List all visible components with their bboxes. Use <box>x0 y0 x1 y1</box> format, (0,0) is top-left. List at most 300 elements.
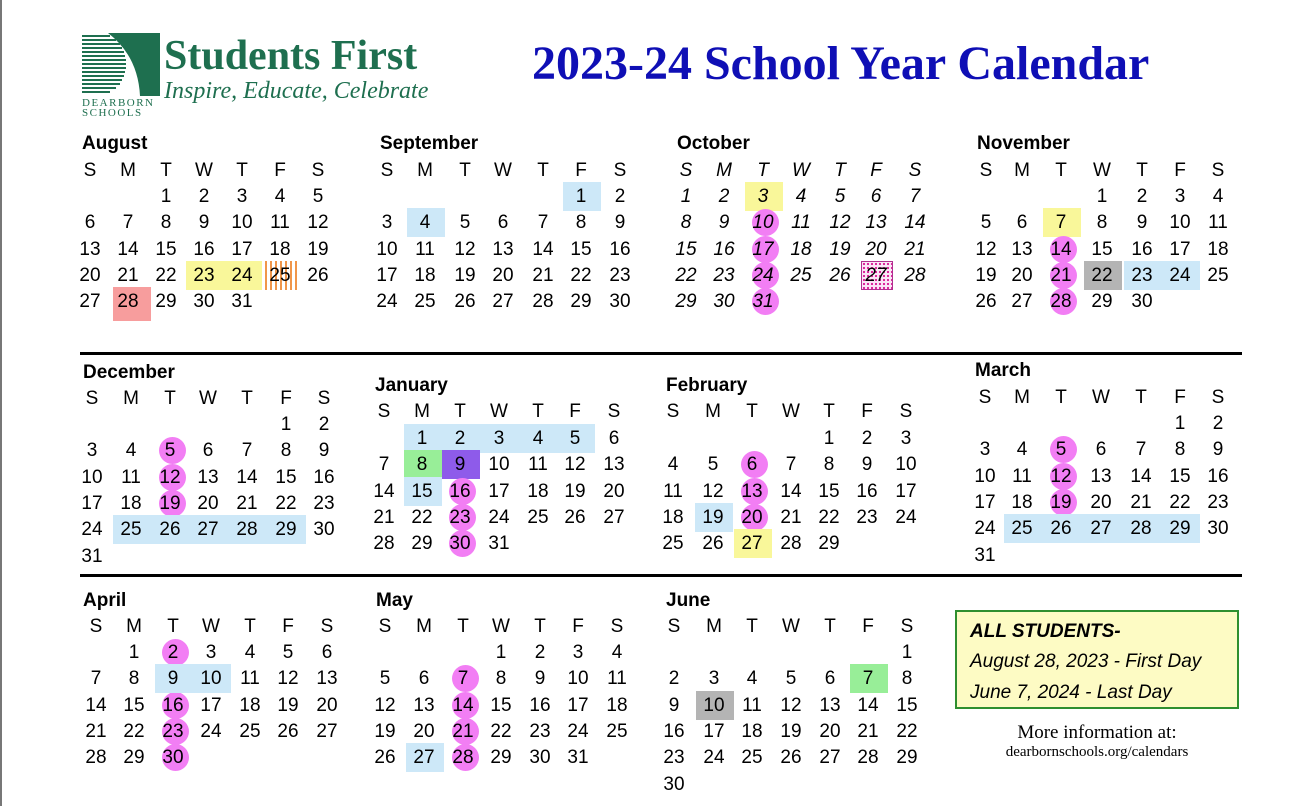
weekday-header: S <box>900 616 914 637</box>
weekday-header: T <box>746 401 758 422</box>
day-cell: 17 <box>200 694 222 716</box>
day-cell: 9 <box>454 454 466 476</box>
day-cell: 9 <box>668 694 680 716</box>
weekday-header: S <box>978 387 992 408</box>
day-cell: 16 <box>1207 465 1229 487</box>
day-cell: 17 <box>231 238 253 260</box>
day-cell: 30 <box>193 291 215 313</box>
day-cell: 30 <box>609 291 631 313</box>
day-cell: 3 <box>493 428 505 449</box>
day-cell: 29 <box>275 519 297 541</box>
day-cell: 24 <box>200 720 222 742</box>
day-cell: 13 <box>197 466 219 488</box>
day-cell: 4 <box>419 212 431 234</box>
day-cell: 24 <box>1169 264 1191 286</box>
day-cell: 18 <box>239 694 261 716</box>
day-cell: 12 <box>159 466 181 488</box>
month-name-september: September <box>380 133 479 154</box>
weekday-header: T <box>834 160 846 181</box>
day-cell: 14 <box>857 694 879 716</box>
day-cell: 13 <box>1011 238 1033 260</box>
weekday-header: M <box>706 616 722 637</box>
day-cell: 2 <box>718 186 730 207</box>
day-cell: 11 <box>240 668 260 690</box>
day-cell: 7 <box>241 440 253 462</box>
day-cell: 22 <box>675 264 697 286</box>
weekday-header: T <box>459 160 471 181</box>
day-cell: 9 <box>318 440 330 462</box>
day-cell: 14 <box>117 238 139 260</box>
day-cell: 16 <box>856 480 878 502</box>
day-cell: 11 <box>270 212 290 234</box>
weekday-header: T <box>534 616 546 637</box>
day-cell: 4 <box>611 642 623 663</box>
day-cell: 18 <box>1011 491 1033 513</box>
day-cell: 18 <box>606 694 628 716</box>
day-cell: 27 <box>819 747 841 769</box>
weekday-header: T <box>167 616 179 637</box>
day-cell: 11 <box>1012 465 1032 487</box>
day-cell: 20 <box>79 264 101 286</box>
day-cell: 28 <box>904 264 926 286</box>
weekday-header: T <box>824 616 836 637</box>
day-cell: 1 <box>416 428 428 449</box>
day-cell: 5 <box>282 642 294 663</box>
day-cell: 30 <box>1207 518 1229 540</box>
day-cell: 11 <box>528 454 548 476</box>
day-cell: 22 <box>123 720 145 742</box>
day-cell: 6 <box>202 440 214 462</box>
day-cell: 19 <box>307 238 329 260</box>
day-cell: 4 <box>244 642 256 663</box>
day-cell: 14 <box>780 480 802 502</box>
day-cell: 13 <box>79 238 101 260</box>
more-info-label: More information at: <box>1017 722 1177 743</box>
day-cell: 25 <box>239 720 261 742</box>
weekday-header: M <box>123 388 139 409</box>
day-cell: 15 <box>275 466 297 488</box>
day-cell: 6 <box>321 642 333 663</box>
day-cell: 19 <box>277 694 299 716</box>
day-cell: 31 <box>567 747 589 769</box>
day-cell: 23 <box>663 747 685 769</box>
day-cell: 17 <box>376 264 398 286</box>
day-cell: 10 <box>200 668 222 690</box>
month-name-november: November <box>977 133 1070 154</box>
day-cell: 19 <box>454 264 476 286</box>
month-name-august: August <box>82 133 148 154</box>
day-cell: 26 <box>374 747 396 769</box>
day-cell: 22 <box>818 506 840 528</box>
day-cell: 8 <box>823 454 835 476</box>
day-cell: 5 <box>834 186 846 207</box>
weekday-header: F <box>861 401 873 422</box>
weekday-header: T <box>746 616 758 637</box>
day-cell: 13 <box>492 238 514 260</box>
day-cell: 14 <box>1050 238 1072 260</box>
weekday-header: M <box>414 401 430 422</box>
weekday-header: T <box>1055 387 1067 408</box>
district-line-1: DEARBORN <box>82 97 155 109</box>
day-cell: 29 <box>818 533 840 555</box>
weekday-header: F <box>569 401 581 422</box>
day-cell: 29 <box>570 291 592 313</box>
weekday-header: M <box>120 160 136 181</box>
more-info-url[interactable]: dearbornschools.org/calendars <box>1005 744 1189 760</box>
day-cell: 27 <box>1011 291 1033 313</box>
day-cell: 22 <box>155 264 177 286</box>
day-cell: 2 <box>614 186 626 207</box>
day-cell: 2 <box>1136 186 1148 207</box>
day-cell: 17 <box>81 492 103 514</box>
day-cell: 9 <box>718 212 730 234</box>
day-cell: 18 <box>741 720 763 742</box>
logo-text <box>164 32 428 104</box>
day-cell: 4 <box>1212 186 1224 207</box>
day-cell: 6 <box>608 428 620 449</box>
day-cell: 12 <box>702 480 724 502</box>
day-cell: 11 <box>607 668 627 690</box>
day-cell: 8 <box>280 440 292 462</box>
day-cell: 7 <box>457 668 469 690</box>
day-cell: 1 <box>575 186 587 207</box>
day-cell: 26 <box>454 291 476 313</box>
weekday-header: T <box>457 616 469 637</box>
weekday-header: S <box>607 401 621 422</box>
month-name-february: February <box>666 375 748 396</box>
weekday-header: W <box>782 616 800 637</box>
day-cell: 23 <box>162 720 184 742</box>
day-cell: 4 <box>1016 439 1028 461</box>
district-line-2: SCHOOLS <box>82 107 143 119</box>
month-name-april: April <box>83 590 127 611</box>
day-cell: 25 <box>741 747 763 769</box>
day-cell: 11 <box>791 212 811 234</box>
day-cell: 20 <box>492 264 514 286</box>
day-cell: 9 <box>1212 439 1224 461</box>
day-cell: 22 <box>1091 264 1113 286</box>
weekday-header: S <box>667 616 681 637</box>
day-cell: 19 <box>159 492 181 514</box>
day-cell: 18 <box>269 238 291 260</box>
day-cell: 10 <box>752 212 774 234</box>
day-cell: 28 <box>452 747 474 769</box>
day-cell: 26 <box>975 291 997 313</box>
day-cell: 22 <box>275 492 297 514</box>
day-cell: 27 <box>197 519 219 541</box>
day-cell: 8 <box>128 668 140 690</box>
day-cell: 4 <box>532 428 544 449</box>
day-cell: 24 <box>703 747 725 769</box>
weekday-header: S <box>1211 387 1225 408</box>
page-title: 2023-24 School Year Calendar <box>532 37 1150 90</box>
day-cell: 26 <box>564 506 586 528</box>
weekday-header: F <box>1174 160 1186 181</box>
day-cell: 1 <box>680 186 692 207</box>
day-cell: 28 <box>117 291 139 313</box>
day-cell: 1 <box>280 414 292 435</box>
day-cell: 21 <box>85 720 107 742</box>
day-cell: 15 <box>490 694 512 716</box>
day-cell: 28 <box>1130 518 1152 540</box>
day-cell: 3 <box>1174 186 1186 207</box>
day-cell: 15 <box>818 480 840 502</box>
day-cell: 6 <box>497 212 509 234</box>
day-cell: 19 <box>564 480 586 502</box>
day-cell: 18 <box>790 238 812 260</box>
day-cell: 30 <box>663 773 685 795</box>
day-cell: 2 <box>198 186 210 207</box>
weekday-header: T <box>244 616 256 637</box>
weekday-header: T <box>160 160 172 181</box>
day-cell: 17 <box>567 694 589 716</box>
district-logo <box>80 32 429 119</box>
day-cell: 10 <box>974 465 996 487</box>
day-cell: 2 <box>1212 413 1224 434</box>
day-cell: 3 <box>979 439 991 461</box>
day-cell: 16 <box>193 238 215 260</box>
day-cell: 8 <box>680 212 692 234</box>
day-cell: 1 <box>128 642 140 663</box>
day-cell: 26 <box>1050 518 1072 540</box>
day-cell: 2 <box>668 668 680 690</box>
day-cell: 19 <box>975 264 997 286</box>
day-cell: 5 <box>980 212 992 234</box>
day-cell: 20 <box>413 720 435 742</box>
day-cell: 10 <box>1169 212 1191 234</box>
day-cell: 25 <box>120 519 142 541</box>
day-cell: 8 <box>901 668 913 690</box>
weekday-header: M <box>1014 160 1030 181</box>
month-name-january: January <box>375 375 448 396</box>
day-cell: 15 <box>675 238 697 260</box>
day-cell: 21 <box>904 238 926 260</box>
info-heading: ALL STUDENTS- <box>970 621 1121 642</box>
day-cell: 11 <box>415 238 435 260</box>
day-cell: 5 <box>1055 439 1067 461</box>
day-cell: 13 <box>413 694 435 716</box>
day-cell: 29 <box>490 747 512 769</box>
day-cell: 23 <box>529 720 551 742</box>
day-cell: 10 <box>81 466 103 488</box>
day-cell: 28 <box>857 747 879 769</box>
weekday-header: M <box>416 616 432 637</box>
divider-top <box>80 352 1242 355</box>
day-cell: 27 <box>865 264 887 286</box>
day-cell: 23 <box>313 492 335 514</box>
day-cell: 25 <box>662 533 684 555</box>
day-cell: 2 <box>167 642 179 663</box>
weekday-header: M <box>126 616 142 637</box>
day-cell: 9 <box>614 212 626 234</box>
day-cell: 28 <box>373 533 395 555</box>
day-cell: 6 <box>746 454 758 476</box>
day-cell: 30 <box>1131 291 1153 313</box>
day-cell: 5 <box>379 668 391 690</box>
day-cell: 1 <box>495 642 507 663</box>
day-cell: 20 <box>316 694 338 716</box>
divider-bottom <box>80 574 1242 577</box>
day-cell: 12 <box>1050 465 1072 487</box>
day-cell: 24 <box>974 518 996 540</box>
month-name-december: December <box>83 362 175 383</box>
day-cell: 30 <box>313 519 335 541</box>
weekday-header: M <box>1014 387 1030 408</box>
day-cell: 7 <box>537 212 549 234</box>
day-cell: 7 <box>1055 212 1067 234</box>
month-name-october: October <box>677 133 750 154</box>
day-cell: 18 <box>1207 238 1229 260</box>
weekday-header: W <box>1092 387 1110 408</box>
day-cell: 13 <box>741 480 763 502</box>
day-cell: 29 <box>1091 291 1113 313</box>
day-cell: 10 <box>895 454 917 476</box>
weekday-header: S <box>320 616 334 637</box>
day-cell: 26 <box>780 747 802 769</box>
day-cell: 19 <box>829 238 851 260</box>
weekday-header: W <box>782 401 800 422</box>
day-cell: 21 <box>857 720 879 742</box>
day-cell: 4 <box>125 440 137 462</box>
day-cell: 11 <box>663 480 683 502</box>
day-cell: 12 <box>975 238 997 260</box>
day-cell: 17 <box>1169 238 1191 260</box>
day-cell: 10 <box>703 694 725 716</box>
day-cell: 28 <box>780 533 802 555</box>
day-cell: 21 <box>1050 264 1072 286</box>
day-cell: 2 <box>534 642 546 663</box>
day-cell: 14 <box>532 238 554 260</box>
day-cell: 6 <box>870 186 882 207</box>
day-cell: 25 <box>1011 518 1033 540</box>
day-cell: 25 <box>414 291 436 313</box>
day-cell: 15 <box>155 238 177 260</box>
day-cell: 14 <box>373 480 395 502</box>
weekday-header: S <box>311 160 325 181</box>
weekday-header: S <box>666 401 680 422</box>
weekday-header: T <box>236 160 248 181</box>
day-cell: 28 <box>532 291 554 313</box>
day-cell: 10 <box>488 454 510 476</box>
day-cell: 20 <box>1090 491 1112 513</box>
weekday-header: M <box>716 160 732 181</box>
day-cell: 25 <box>527 506 549 528</box>
weekday-header: T <box>1055 160 1067 181</box>
day-cell: 23 <box>1131 264 1153 286</box>
day-cell: 15 <box>570 238 592 260</box>
day-cell: 28 <box>236 519 258 541</box>
weekday-header: T <box>757 160 769 181</box>
day-cell: 18 <box>527 480 549 502</box>
day-cell: 5 <box>312 186 324 207</box>
day-cell: 30 <box>449 533 471 555</box>
day-cell: 12 <box>829 212 851 234</box>
day-cell: 20 <box>865 238 887 260</box>
day-cell: 21 <box>117 264 139 286</box>
day-cell: 20 <box>741 506 763 528</box>
month-name-june: June <box>666 590 711 611</box>
weekday-header: F <box>280 388 292 409</box>
day-cell: 18 <box>662 506 684 528</box>
day-cell: 27 <box>413 747 435 769</box>
day-cell: 14 <box>452 694 474 716</box>
day-cell: 27 <box>741 533 763 555</box>
brand-tagline: Inspire, Educate, Celebrate <box>164 78 429 104</box>
day-cell: 29 <box>155 291 177 313</box>
day-cell: 5 <box>569 428 581 449</box>
day-cell: 4 <box>667 454 679 476</box>
day-cell: 3 <box>236 186 248 207</box>
weekday-header: W <box>492 616 510 637</box>
weekday-header: W <box>1093 160 1111 181</box>
day-cell: 8 <box>160 212 172 234</box>
weekday-header: F <box>572 616 584 637</box>
day-cell: 29 <box>1169 518 1191 540</box>
day-cell: 19 <box>702 506 724 528</box>
weekday-header: W <box>202 616 220 637</box>
day-cell: 31 <box>81 545 103 567</box>
day-cell: 11 <box>121 466 141 488</box>
day-cell: 16 <box>609 238 631 260</box>
day-cell: 24 <box>376 291 398 313</box>
day-cell: 5 <box>785 668 797 690</box>
weekday-header: T <box>164 388 176 409</box>
day-cell: 21 <box>1130 491 1152 513</box>
day-cell: 15 <box>411 480 433 502</box>
day-cell: 26 <box>702 533 724 555</box>
day-cell: 27 <box>316 720 338 742</box>
day-cell: 10 <box>376 238 398 260</box>
day-cell: 13 <box>603 454 625 476</box>
day-cell: 19 <box>374 720 396 742</box>
day-cell: 14 <box>236 466 258 488</box>
weekday-header: S <box>89 616 103 637</box>
weekday-header: F <box>282 616 294 637</box>
day-cell: 16 <box>713 238 735 260</box>
day-cell: 16 <box>449 480 471 502</box>
day-cell: 21 <box>236 492 258 514</box>
month-name-march: March <box>975 360 1031 381</box>
day-cell: 7 <box>785 454 797 476</box>
weekday-header: S <box>83 160 97 181</box>
day-cell: 5 <box>164 440 176 462</box>
day-cell: 26 <box>829 264 851 286</box>
day-cell: 8 <box>1174 439 1186 461</box>
info-last-day: June 7, 2024 - Last Day <box>970 682 1172 703</box>
day-cell: 29 <box>675 291 697 313</box>
day-cell: 1 <box>1174 413 1186 434</box>
day-cell: 31 <box>752 291 774 313</box>
weekday-header: T <box>241 388 253 409</box>
day-cell: 7 <box>862 668 874 690</box>
weekday-header: T <box>454 401 466 422</box>
day-cell: 27 <box>492 291 514 313</box>
weekday-header: S <box>610 616 624 637</box>
day-cell: 7 <box>1135 439 1147 461</box>
day-cell: 5 <box>707 454 719 476</box>
day-cell: 2 <box>454 428 466 449</box>
day-cell: 8 <box>1096 212 1108 234</box>
day-cell: 1 <box>1096 186 1108 207</box>
day-cell: 27 <box>79 291 101 313</box>
weekday-header: M <box>705 401 721 422</box>
day-cell: 3 <box>708 668 720 690</box>
day-cell: 3 <box>86 440 98 462</box>
weekday-header: M <box>417 160 433 181</box>
day-cell: 12 <box>564 454 586 476</box>
day-cell: 1 <box>160 186 172 207</box>
day-cell: 18 <box>414 264 436 286</box>
